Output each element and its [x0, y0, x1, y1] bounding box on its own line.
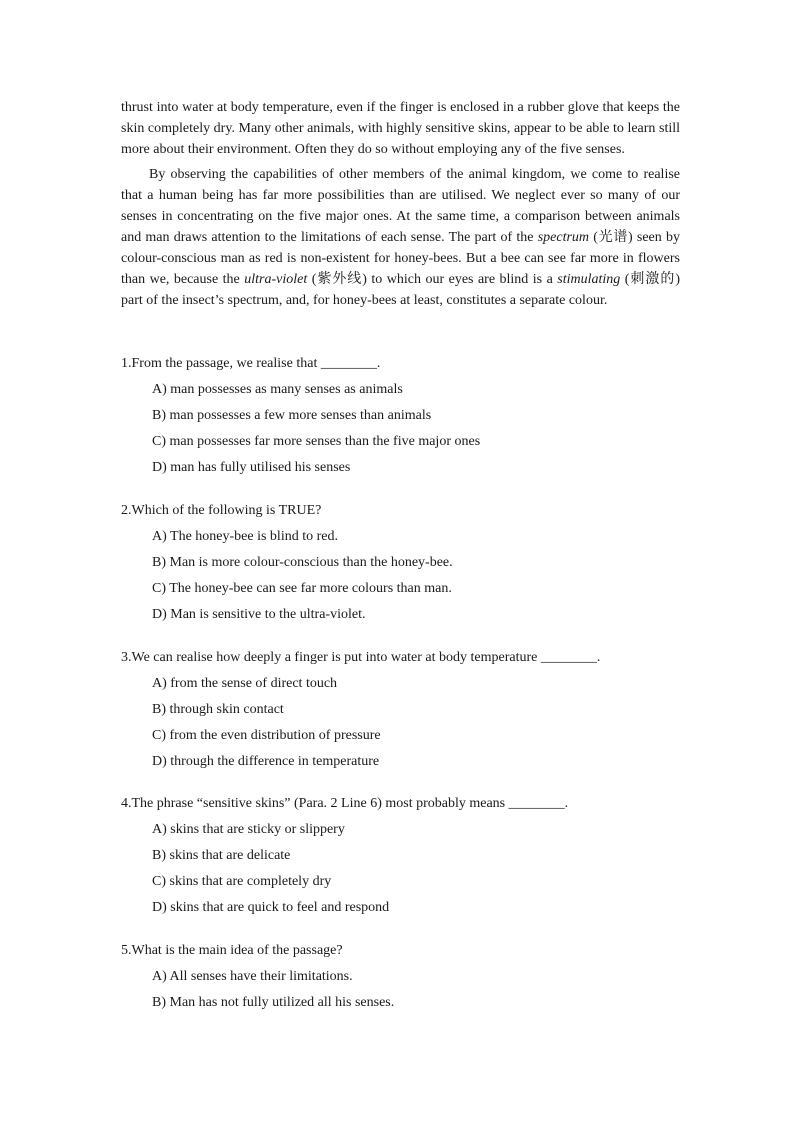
- answer-option-d: D) Man is sensitive to the ultra-violet.: [152, 607, 366, 622]
- answer-option-a: A) All senses have their limitations.: [152, 969, 353, 984]
- answer-option-c: C) The honey-bee can see far more colours than man.: [152, 581, 452, 596]
- answer-option-b: B) through skin contact: [152, 702, 284, 717]
- answer-option-d: D) skins that are quick to feel and respond: [152, 900, 390, 915]
- paragraph-2-text: By observing the capabilities of other members of the animal kingdom, we come to realise that a human being has far more possibilities than are utilised. We neglect ever so many of our senses in concentrating on the five major ones. At the same time, a comparison between animals and man draws attention to the limitations of each sense. The part of the: [121, 167, 680, 245]
- answer-option-a: A) man possesses as many senses as animals: [152, 382, 403, 397]
- question-stem: 5.What is the main idea of the passage?: [121, 943, 343, 958]
- answer-option-c: C) man possesses far more senses than the five major ones: [152, 434, 481, 449]
- term-stimulating: stimulating: [557, 272, 621, 287]
- answer-option-b: B) Man is more colour-conscious than the honey-bee.: [152, 555, 453, 570]
- question-4: [121, 794, 721, 918]
- question-stem: 3.We can realise how deeply a finger is put into water at body temperature ________.: [121, 650, 601, 665]
- answer-option-c: C) from the even distribution of pressure: [152, 728, 381, 743]
- question-stem: 4.The phrase “sensitive skins” (Para. 2 Line 6) most probably means ________.: [121, 796, 569, 811]
- term-ultra-violet: ultra-violet: [244, 272, 308, 287]
- paragraph-2-text: to which our eyes are blind is a: [366, 272, 558, 287]
- answer-option-c: C) skins that are completely dry: [152, 874, 332, 889]
- answer-option-b: B) skins that are delicate: [152, 848, 291, 863]
- term-spectrum: spectrum: [537, 230, 590, 245]
- answer-option-b: B) man possesses a few more senses than animals: [152, 408, 432, 423]
- answer-option-d: D) through the difference in temperature: [152, 754, 380, 769]
- answer-option-a: A) The honey-bee is blind to red.: [152, 529, 338, 544]
- gloss-ultra-violet: (紫外线): [307, 272, 367, 287]
- question-2: [121, 501, 721, 625]
- question-stem: 1.From the passage, we realise that ________.: [121, 356, 381, 371]
- paragraph-2-text: part of the insect’s spectrum, and, for honey-bees at least, constitutes a separate colour.: [121, 293, 608, 308]
- question-stem: 2.Which of the following is TRUE?: [121, 503, 322, 518]
- answer-option-d: D) man has fully utilised his senses: [152, 460, 351, 475]
- answer-option-a: A) from the sense of direct touch: [152, 676, 338, 691]
- reading-passage: [121, 97, 680, 311]
- gloss-spectrum: (光谱): [589, 230, 633, 245]
- paragraph-2-text: seen by colour-conscious man as red is non-existent for honey-bees. But a bee can see far more in flowers than we, because the: [121, 230, 680, 287]
- question-1: [121, 354, 721, 478]
- question-5: [121, 941, 721, 1013]
- gloss-stimulating: (刺激的): [620, 272, 680, 287]
- passage-paragraph-1: thrust into water at body temperature, even if the finger is enclosed in a rubber glove that keeps the skin completely dry. Many other animals, with highly sensitive skins, appear to be able to learn still more about their environment. Often they do so without employing any of the five senses.: [121, 100, 680, 157]
- passage-paragraph-2: [121, 164, 680, 311]
- question-3: [121, 648, 721, 772]
- answer-option-b: B) Man has not fully utilized all his senses.: [152, 995, 395, 1010]
- answer-option-a: A) skins that are sticky or slippery: [152, 822, 345, 837]
